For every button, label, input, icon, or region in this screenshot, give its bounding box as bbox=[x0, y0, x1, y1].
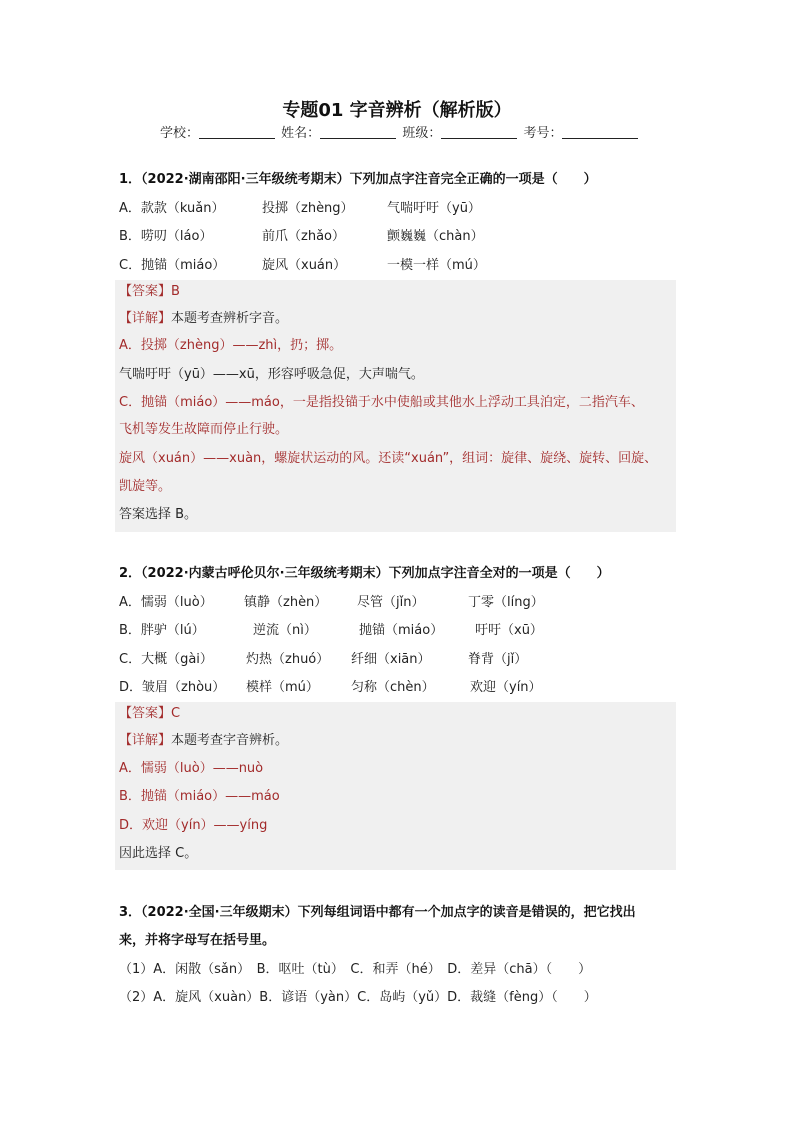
class-blank[interactable] bbox=[441, 126, 517, 139]
question-2-stem: 2．（2022·内蒙古呼伦贝尔·三年级统考期末）下列加点字注音全对的一项是（ ） bbox=[119, 566, 610, 581]
explanation-line: 飞机等发生故障而停止行驶。 bbox=[119, 422, 289, 437]
question-1-stem: 1．（2022·湖南邵阳·三年级统考期末）下列加点字注音完全正确的一项是（ ） bbox=[119, 172, 597, 187]
question-1-answer-box bbox=[115, 280, 676, 532]
option-text: 旋风（xuán） bbox=[262, 258, 347, 273]
option-text: 投掷（zhèng） bbox=[262, 201, 354, 216]
option-text: 一模一样（mú） bbox=[387, 258, 486, 273]
detail-line bbox=[119, 310, 672, 328]
option-text: D．皱眉（zhòu） bbox=[119, 680, 226, 695]
name-blank[interactable] bbox=[320, 126, 396, 139]
option-text: C．大概（gài） bbox=[119, 652, 213, 667]
explanation-line: 答案选择 B。 bbox=[119, 507, 198, 522]
question-2-answer-box bbox=[115, 702, 676, 870]
explanation-line: A．投掷（zhèng）——zhì，扔；掷。 bbox=[119, 338, 343, 353]
explanation-line: C．抛锚（miáo）——máo，一是指投锚于水中使船或其他水上浮动工具泊定，二指汽车、 bbox=[119, 395, 644, 410]
exam-no-blank[interactable] bbox=[562, 126, 638, 139]
answer-tag: 【答案】 bbox=[119, 284, 172, 299]
option-text: 抛锚（miáo） bbox=[359, 623, 444, 638]
answer-tag: 【答案】 bbox=[119, 706, 172, 721]
exam-no-label: 考号： bbox=[523, 126, 563, 141]
option-text: 前爪（zhǎo） bbox=[262, 229, 345, 244]
option-text: 欢迎（yín） bbox=[470, 680, 542, 695]
question-3-stem: 3．（2022·全国·三年级期末）下列每组词语中都有一个加点字的读音是错误的，把它找出 bbox=[119, 905, 636, 920]
option-text: 脊背（jǐ） bbox=[468, 652, 528, 667]
school-label: 学校： bbox=[160, 126, 200, 141]
class-label: 班级： bbox=[402, 126, 442, 141]
option-text: 尽管（jǐn） bbox=[357, 595, 425, 610]
answer-line bbox=[119, 705, 672, 723]
option-text: 丁零（líng） bbox=[468, 595, 544, 610]
option-text: 灼热（zhuó） bbox=[246, 652, 330, 667]
option-text: 模样（mú） bbox=[246, 680, 319, 695]
option-text: 气喘吁吁（yū） bbox=[387, 201, 481, 216]
detail-intro: 本题考查字音辨析。 bbox=[171, 733, 289, 748]
option-text: C．抛锚（miáo） bbox=[119, 258, 226, 273]
detail-intro: 本题考查辨析字音。 bbox=[171, 311, 289, 326]
explanation-line: 因此选择 C。 bbox=[119, 846, 198, 861]
question-3-item: （2）A．旋风（xuàn）B．谚语（yàn）C．岛屿（yǔ）D．裁缝（fèng）（ ） bbox=[119, 990, 597, 1005]
option-text: 吁吁（xū） bbox=[475, 623, 543, 638]
option-text: 逆流（nì） bbox=[253, 623, 317, 638]
detail-tag: 【详解】 bbox=[119, 733, 172, 748]
answer-line bbox=[119, 283, 672, 301]
option-text: 颤巍巍（chàn） bbox=[387, 229, 484, 244]
student-info-line bbox=[160, 122, 640, 141]
option-text: A．懦弱（luò） bbox=[119, 595, 213, 610]
explanation-line: B．抛锚（miáo）——máo bbox=[119, 789, 280, 804]
explanation-line: D．欢迎（yín）——yíng bbox=[119, 818, 268, 833]
page-title: 专题01 字音辨析（解析版） bbox=[282, 100, 512, 121]
explanation-line: 旋风（xuán）——xuàn，螺旋状运动的风。还读“xuán”，组词：旋律、旋绕、旋转、回旋、 bbox=[119, 451, 658, 466]
option-text: 匀称（chèn） bbox=[351, 680, 435, 695]
option-text: B．唠叨（láo） bbox=[119, 229, 213, 244]
explanation-line: 凯旋等。 bbox=[119, 479, 172, 494]
option-text: 纤细（xiān） bbox=[351, 652, 431, 667]
option-text: B．胖驴（lú） bbox=[119, 623, 205, 638]
name-label: 姓名： bbox=[281, 126, 321, 141]
question-3-stem-continued: 来，并将字母写在括号里。 bbox=[119, 933, 276, 948]
answer-value: B bbox=[171, 284, 180, 299]
school-blank[interactable] bbox=[199, 126, 275, 139]
option-text: 镇静（zhèn） bbox=[244, 595, 328, 610]
explanation-line: A．懦弱（luò）——nuò bbox=[119, 761, 264, 776]
detail-line bbox=[119, 732, 672, 750]
option-text: A．款款（kuǎn） bbox=[119, 201, 225, 216]
question-3-item: （1）A．闲散（sǎn） B．呕吐（tù） C．和弄（hé） D．差异（chā）（ ） bbox=[119, 962, 592, 977]
detail-tag: 【详解】 bbox=[119, 311, 172, 326]
explanation-line: 气喘吁吁（yū）——xū，形容呼吸急促，大声喘气。 bbox=[119, 367, 424, 382]
answer-value: C bbox=[171, 706, 181, 721]
